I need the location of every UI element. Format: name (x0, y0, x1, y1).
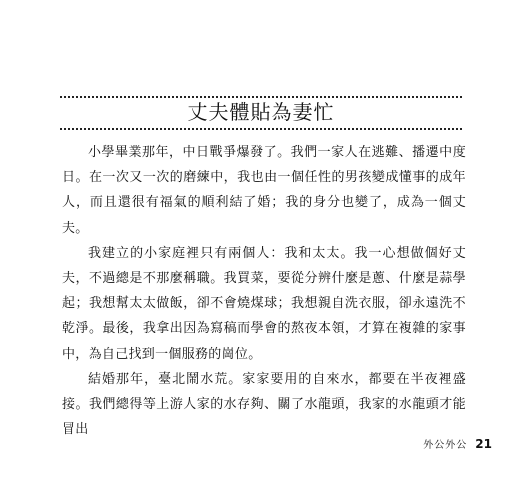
title-bottom-rule (60, 128, 462, 130)
page-footer (423, 436, 492, 451)
paragraph: 我建立的小家庭裡只有兩個人：我和太太。我一心想做個好丈夫，不過總是不那麼稱職。我買菜，要從分辨什麼是蔥、什麼是蒜學起；我想幫太太做飯，卻不會燒煤球；我想親自洗衣服，卻永遠洗不乾淨。最後，我拿出因為寫稿而學會的熬夜本領，才算在複雜的家事中，為自己找到一個服務的崗位。 (62, 245, 466, 362)
page-number: 21 (475, 437, 492, 451)
body-text (62, 140, 466, 442)
chapter-title: 丈夫體貼為妻忙 (187, 100, 335, 124)
paragraph: 小學畢業那年，中日戰爭爆發了。我們一家人在逃難、播遷中度日。在一次又一次的磨練中，我也由一個任性的男孩變成懂事的成年人，而且還很有福氣的順利結了婚；我的身分也變了，成為一個丈夫。 (62, 145, 466, 236)
paragraph: 結婚那年，臺北鬧水荒。家家要用的自來水，都要在半夜裡盛接。我們總得等上游人家的水存夠、關了水龍頭，我家的水龍頭才能冒出 (62, 371, 466, 438)
running-head: 外公外公 (423, 440, 468, 451)
